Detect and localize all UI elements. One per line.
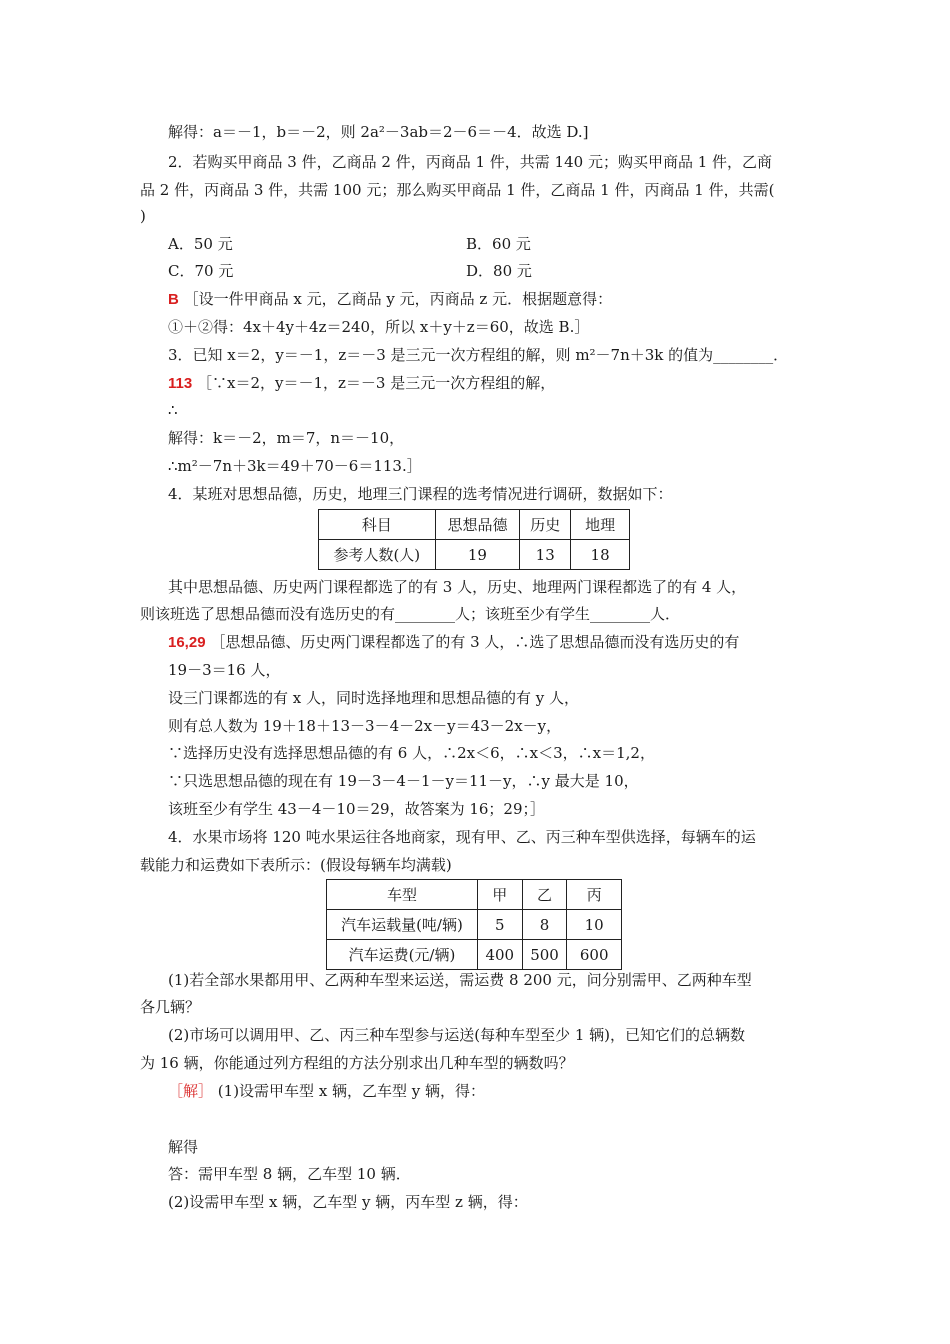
question-2-line-3: ) [140, 207, 146, 225]
table-cell: 车型 [327, 880, 478, 910]
truck-table [326, 879, 622, 970]
answer-2-line [168, 289, 612, 310]
truck-table-row [327, 880, 622, 910]
truck-table-row [327, 910, 622, 940]
table-cell: 400 [477, 940, 522, 970]
answer-4-line-4: 则有总人数为 19＋18＋13－3－4－2x－y＝43－2x－y， [168, 717, 562, 735]
answer-4-line [168, 632, 739, 653]
option-d: D．80 元 [466, 262, 532, 280]
solution-5-part-2: (2)设需甲车型 x 辆，乙车型 y 辆，丙车型 z 辆，得： [168, 1193, 528, 1211]
question-4-line: 4．某班对思想品德，历史，地理三门课程的选考情况进行调研，数据如下： [168, 485, 673, 503]
table-cell: 19 [435, 540, 520, 570]
answer-2-line-2: ①＋②得：4x＋4y＋4z＝240，所以 x＋y＋z＝60，故选 B.］ [168, 318, 590, 336]
question-4-line-2: 其中思想品德、历史两门课程都选了的有 3 人，历史、地理两门课程都选了的有 4 人， [168, 578, 747, 596]
answer-3-result: ∴m²－7n＋3k＝49＋70－6＝113.］ [168, 457, 422, 475]
table-cell: 思想品德 [435, 510, 520, 540]
question-5-line-2: 载能力和运费如下表所示：(假设每辆车均满载) [140, 856, 452, 874]
table-cell: 甲 [477, 880, 522, 910]
table-cell: 8 [522, 910, 567, 940]
answer-4-line-6: ∵只选思想品德的现在有 19－3－4－1－y＝11－y，∴y 最大是 10， [168, 772, 639, 790]
question-5-part-2: (2)市场可以调用甲、乙、丙三种车型参与运送(每种车型至少 1 辆)，已知它们的总辆数 [168, 1026, 746, 1044]
answer-2-text: ［设一件甲商品 x 元，乙商品 y 元，丙商品 z 元．根据题意得： [183, 290, 613, 308]
option-c: C．70 元 [168, 262, 234, 280]
solution-line: 解得：a＝－1，b＝－2，则 2a²－3ab＝2－6＝－4．故选 D.] [168, 123, 589, 141]
truck-table-row [327, 940, 622, 970]
solution-tag: ［解］ [168, 1082, 214, 1100]
question-3-line: 3．已知 x＝2，y＝－1，z＝－3 是三元一次方程组的解，则 m²－7n＋3k 的值为________． [168, 346, 789, 364]
table-cell: 乙 [522, 880, 567, 910]
solution-5-line [168, 1081, 485, 1101]
solution-5-solve: 解得 [168, 1138, 199, 1156]
question-5-line-1: 4．水果市场将 120 吨水果运往各地商家，现有甲、乙、丙三种车型供选择，每辆车的运 [168, 828, 756, 846]
solution-5-text: (1)设需甲车型 x 辆，乙车型 y 辆，得： [217, 1082, 486, 1100]
answer-3-solution: 解得：k＝－2，m＝7，n＝－10， [168, 429, 405, 447]
table-cell: 600 [567, 940, 622, 970]
table-cell: 5 [477, 910, 522, 940]
table-cell: 500 [522, 940, 567, 970]
question-2-line-1: 2．若购买甲商品 3 件，乙商品 2 件，丙商品 1 件，共需 140 元；购买甲商品 1 件，乙商 [168, 153, 773, 171]
table-cell: 18 [571, 540, 630, 570]
answer-2-label: B [168, 291, 179, 308]
course-table-header [319, 510, 630, 540]
table-cell: 汽车运费(元/辆) [327, 940, 478, 970]
course-table-row [319, 540, 630, 570]
answer-4-line-3: 设三门课都选的有 x 人，同时选择地理和思想品德的有 y 人， [168, 689, 580, 707]
question-2-line-2: 品 2 件，丙商品 3 件，共需 100 元；那么购买甲商品 1 件，乙商品 1 件，丙商品 1 件，共需( [140, 181, 775, 199]
answer-4-text: ［思想品德、历史两门课程都选了的有 3 人，∴选了思想品德而没有选历史的有 [210, 633, 740, 651]
question-5-part-2-cont: 为 16 辆，你能通过列方程组的方法分别求出几种车型的辆数吗？ [140, 1054, 574, 1072]
answer-4-label: 16,29 [168, 634, 206, 651]
table-cell: 历史 [520, 510, 571, 540]
table-cell: 科目 [319, 510, 436, 540]
table-cell: 丙 [567, 880, 622, 910]
answer-3-text: ［∵x＝2，y＝－1，z＝－3 是三元一次方程组的解， [196, 374, 556, 392]
answer-4-line-7: 该班至少有学生 43－4－10＝29，故答案为 16；29；］ [168, 800, 546, 818]
answer-3-label: 113 [168, 375, 193, 392]
question-5-part-1: (1)若全部水果都用甲、乙两种车型来运送，需运费 8 200 元，问分别需甲、乙两种车型 [168, 971, 752, 989]
course-table [318, 509, 630, 570]
solution-5-answer: 答：需甲车型 8 辆，乙车型 10 辆． [168, 1165, 411, 1183]
table-cell: 地理 [571, 510, 630, 540]
answer-3-therefore: ∴ [168, 401, 178, 419]
question-5-part-1-cont: 各几辆？ [140, 998, 201, 1016]
table-cell: 13 [520, 540, 571, 570]
option-b: B．60 元 [466, 235, 531, 253]
table-cell: 汽车运载量(吨/辆) [327, 910, 478, 940]
answer-3-line [168, 373, 555, 394]
table-cell: 10 [567, 910, 622, 940]
answer-4-line-5: ∵选择历史没有选择思想品德的有 6 人，∴2x＜6，∴x＜3，∴x＝1,2， [168, 744, 655, 762]
answer-4-line-2: 19－3＝16 人， [168, 661, 281, 679]
option-a: A．50 元 [168, 235, 233, 253]
question-4-line-3: 则该班选了思想品德而没有选历史的有________人；该班至少有学生________人． [140, 605, 681, 623]
table-cell: 参考人数(人) [319, 540, 436, 570]
